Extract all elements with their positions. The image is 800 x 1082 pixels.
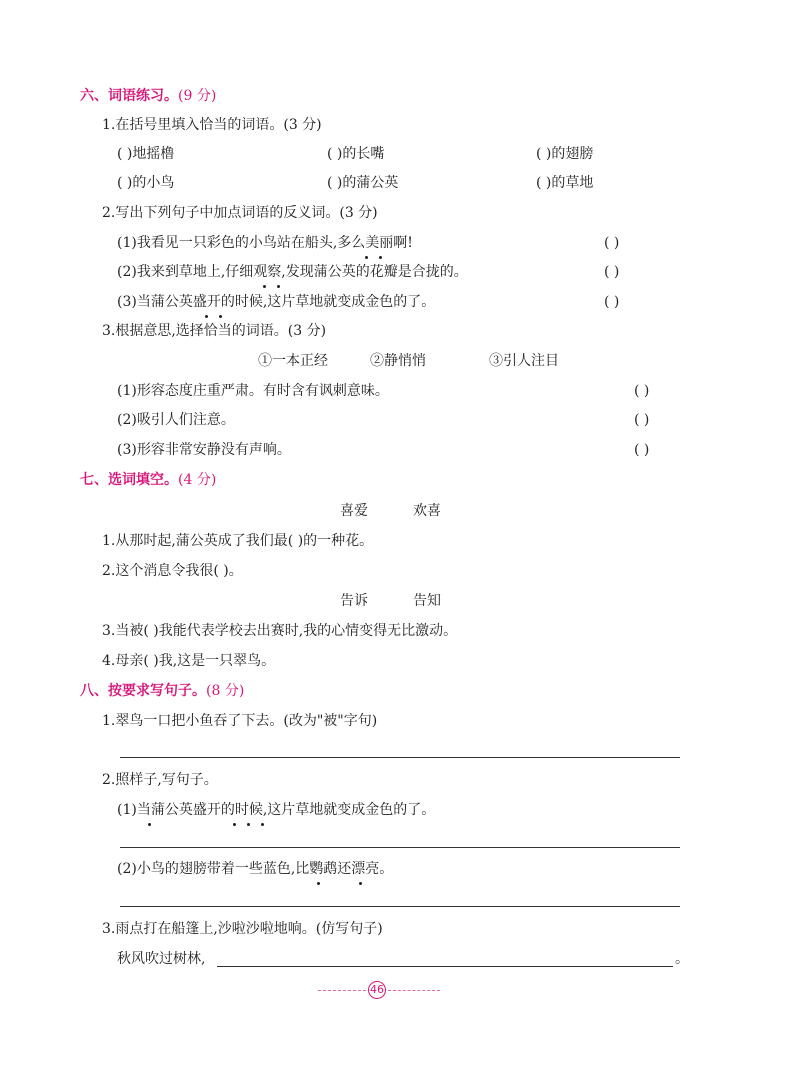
s8-q2-item: (2)小鸟的翅膀带着一些蓝色,比鹦鹉还漂亮。 xyxy=(117,861,394,877)
s7-item: 1.从那时起,蒲公英成了我们最( )的一种花。 xyxy=(102,533,374,549)
section-7-title xyxy=(80,470,216,490)
s8-q2-item: (1)当蒲公英盛开的时候,这片草地就变成金色的了。 xyxy=(117,802,436,818)
s6-q1-blank[interactable]: ( )的长嘴 xyxy=(327,146,385,162)
answer-paren[interactable]: ( ) xyxy=(604,264,620,280)
answer-paren[interactable]: ( ) xyxy=(604,294,620,310)
section-8-title-text: 八、按要求写句子。 xyxy=(80,683,206,699)
section-6-title xyxy=(80,86,216,106)
s6-q1-blank[interactable]: ( )的翅膀 xyxy=(536,146,594,162)
s6-q2-item: (1)我看见一只彩色的小鸟站在船头,多么美丽啊! xyxy=(117,235,413,251)
emphasis-dot xyxy=(261,823,264,826)
s7-item: 3.当被( )我能代表学校去出赛时,我的心情变得无比激动。 xyxy=(102,623,458,639)
word-choice: 喜爱 xyxy=(340,503,368,519)
s8-q2: 2.照样子,写句子。 xyxy=(102,772,218,788)
s8-q3-prefix: 秋风吹过树林, xyxy=(117,951,206,967)
s6-q1-blank[interactable]: ( )地摇橹 xyxy=(117,146,175,162)
page-number: 46 xyxy=(368,981,386,999)
emphasis-dot xyxy=(317,882,320,885)
word-choice: 欢喜 xyxy=(413,503,441,519)
emphasis-dot xyxy=(263,285,266,288)
s8-q1: 1.翠鸟一口把小鱼吞了下去。(改为"被"字句) xyxy=(102,713,378,729)
emphasis-dot xyxy=(205,315,208,318)
word-choice: 告知 xyxy=(413,593,441,609)
section-6-score: (9 分) xyxy=(178,88,217,104)
answer-paren[interactable]: ( ) xyxy=(634,442,650,458)
s6-q2-stem: 2.写出下列句子中加点词语的反义词。(3 分) xyxy=(102,205,378,221)
s6-q3-stem: 3.根据意思,选择恰当的词语。(3 分) xyxy=(102,323,327,339)
answer-paren[interactable]: ( ) xyxy=(634,383,650,399)
section-6-title-text: 六、词语练习。 xyxy=(80,88,178,104)
s6-q3-option: ①一本正经 xyxy=(258,353,328,369)
s6-q2-item: (3)当蒲公英盛开的时候,这片草地就变成金色的了。 xyxy=(117,294,436,310)
word-choice: 告诉 xyxy=(340,593,368,609)
answer-line[interactable] xyxy=(120,757,680,758)
emphasis-dot xyxy=(359,882,362,885)
emphasis-dot xyxy=(233,823,236,826)
s6-q3-item: (3)形容非常安静没有声响。 xyxy=(117,442,291,458)
s6-q2-item: (2)我来到草地上,仔细观察,发现蒲公英的花瓣是合拢的。 xyxy=(117,264,468,280)
answer-line[interactable] xyxy=(120,847,680,848)
emphasis-dot xyxy=(277,285,280,288)
footer-dash-right xyxy=(388,990,440,991)
s6-q1-stem: 1.在括号里填入恰当的词语。(3 分) xyxy=(102,117,322,133)
footer-dash-left xyxy=(318,990,366,991)
emphasis-dot xyxy=(365,256,368,259)
s6-q1-blank[interactable]: ( )的蒲公英 xyxy=(327,175,399,191)
s6-q1-blank[interactable]: ( )的草地 xyxy=(536,175,594,191)
section-8-title xyxy=(80,681,244,701)
answer-paren[interactable]: ( ) xyxy=(634,412,650,428)
s7-item: 4.母亲( )我,这是一只翠鸟。 xyxy=(102,653,276,669)
s8-q3: 3.雨点打在船篷上,沙啦沙啦地响。(仿写句子) xyxy=(102,921,383,937)
s8-q3-end: 。 xyxy=(675,951,689,967)
s7-item: 2.这个消息令我很( )。 xyxy=(102,563,243,579)
section-7-score: (4 分) xyxy=(178,472,217,488)
s6-q3-item: (1)形容态度庄重严肃。有时含有讽刺意味。 xyxy=(117,383,389,399)
emphasis-dot xyxy=(379,256,382,259)
s6-q3-option: ②静悄悄 xyxy=(370,353,426,369)
answer-paren[interactable]: ( ) xyxy=(604,235,620,251)
answer-line[interactable] xyxy=(120,906,680,907)
s6-q3-option: ③引人注目 xyxy=(489,353,559,369)
section-8-score: (8 分) xyxy=(206,683,245,699)
emphasis-dot xyxy=(219,315,222,318)
emphasis-dot xyxy=(247,823,250,826)
section-7-title-text: 七、选词填空。 xyxy=(80,472,178,488)
emphasis-dot xyxy=(148,823,151,826)
answer-line[interactable] xyxy=(217,966,673,967)
s6-q1-blank[interactable]: ( )的小鸟 xyxy=(117,175,175,191)
s6-q3-item: (2)吸引人们注意。 xyxy=(117,412,235,428)
